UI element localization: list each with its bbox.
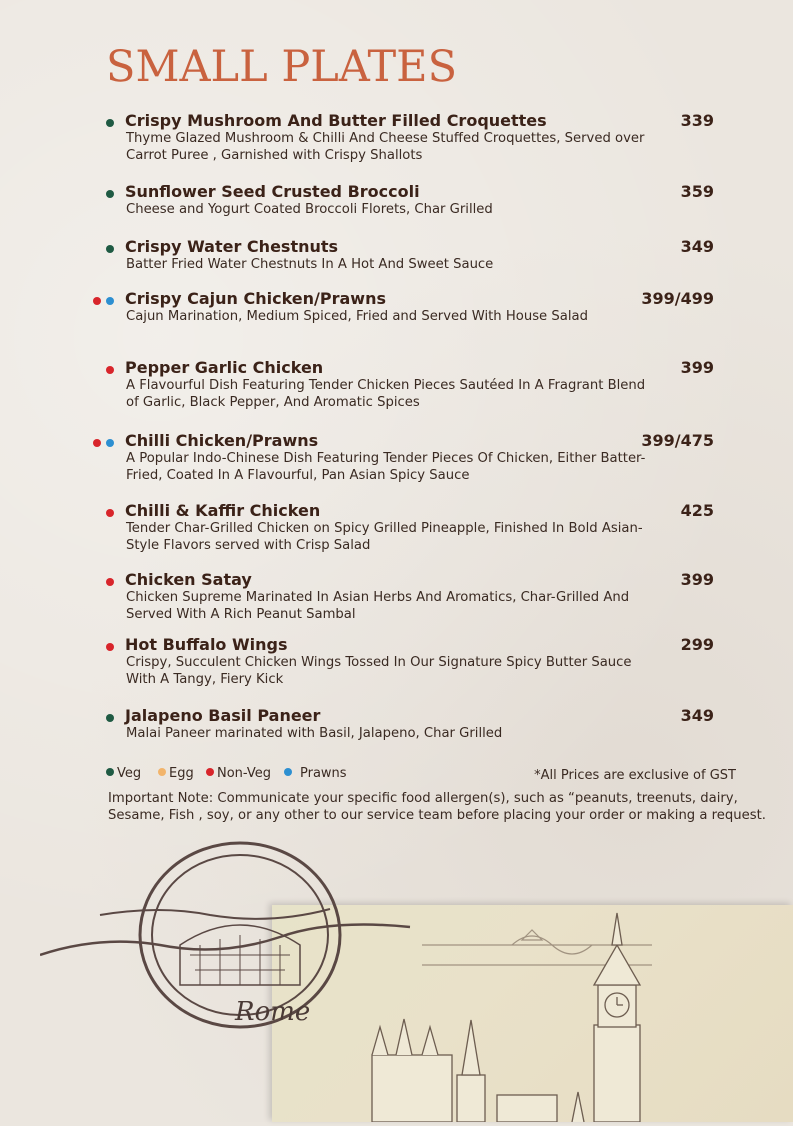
legend-veg-label: Veg <box>117 766 142 781</box>
menu-item-description: Thyme Glazed Mushroom & Chilli And Cheese Stuffed Croquettes, Served over Carrot Puree , Garnished with Crispy Shallots <box>126 131 645 163</box>
nonveg-dot-icon <box>106 643 114 651</box>
legend-veg <box>106 766 141 781</box>
legend-egg-label: Egg <box>169 766 194 781</box>
menu-item-price: 399/475 <box>641 431 714 450</box>
gst-note: *All Prices are exclusive of GST <box>534 768 736 783</box>
legend-nonveg-label: Non-Veg <box>217 766 271 781</box>
menu-item-name: Sunflower Seed Crusted Broccoli <box>125 182 420 201</box>
menu-item-description: Cajun Marination, Medium Spiced, Fried and Served With House Salad <box>126 309 588 324</box>
nonveg-dot-icon <box>206 768 214 776</box>
prawns-dot-icon <box>106 439 114 447</box>
nonveg-dot-icon <box>106 509 114 517</box>
diet-legend <box>106 766 766 786</box>
menu-item-price: 399 <box>680 570 714 589</box>
menu-item-price: 339 <box>680 111 714 130</box>
menu-item-name: Crispy Mushroom And Butter Filled Croquettes <box>125 111 547 130</box>
menu-item-name: Hot Buffalo Wings <box>125 635 288 654</box>
prawns-dot-icon <box>284 768 292 776</box>
prawns-dot-icon <box>106 297 114 305</box>
menu-item-name: Chicken Satay <box>125 570 252 589</box>
egg-dot-icon <box>158 768 166 776</box>
menu-item-name: Chilli & Kaffir Chicken <box>125 501 321 520</box>
menu-item-name: Jalapeno Basil Paneer <box>125 706 321 725</box>
veg-dot-icon <box>106 119 114 127</box>
menu-item-price: 349 <box>680 237 714 256</box>
nonveg-dot-icon <box>106 366 114 374</box>
veg-dot-icon <box>106 768 114 776</box>
menu-item-name: Crispy Water Chestnuts <box>125 237 339 256</box>
menu-item-price: 359 <box>680 182 714 201</box>
veg-dot-icon <box>106 245 114 253</box>
menu-item-name: Chilli Chicken/Prawns <box>125 431 319 450</box>
menu-item-price: 425 <box>680 501 714 520</box>
legend-prawns <box>284 766 347 781</box>
allergen-note: Important Note: Communicate your specific food allergen(s), such as “peanuts, treenuts, dairy, Sesame, Fish , soy, or any other to our service team before placing your order or making a request. <box>108 791 766 823</box>
menu-item-price: 399 <box>680 358 714 377</box>
nonveg-dot-icon <box>93 297 101 305</box>
legend-prawns-label: Prawns <box>300 766 347 781</box>
veg-dot-icon <box>106 714 114 722</box>
menu-item-description: A Popular Indo-Chinese Dish Featuring Tender Pieces Of Chicken, Either Batter-Fried, Coated In A Flavourful, Pan Asian Spicy Sauce <box>126 451 646 483</box>
legend-egg <box>158 766 194 781</box>
nonveg-dot-icon <box>106 578 114 586</box>
menu-item-name: Crispy Cajun Chicken/Prawns <box>125 289 386 308</box>
menu-item-description: Crispy, Succulent Chicken Wings Tossed In Our Signature Spicy Butter Sauce With A Tangy, Fiery Kick <box>126 655 632 687</box>
page-title: SMALL PLATES <box>106 42 458 92</box>
stamp-label: Rome <box>235 997 311 1027</box>
menu-item-description: Tender Char-Grilled Chicken on Spicy Grilled Pineapple, Finished In Bold Asian-Style Flavors served with Crisp Salad <box>126 521 643 553</box>
menu-item-description: Cheese and Yogurt Coated Broccoli Florets, Char Grilled <box>126 202 493 217</box>
rome-stamp-illustration <box>40 835 420 1035</box>
menu-item-price: 399/499 <box>641 289 714 308</box>
menu-item-price: 299 <box>680 635 714 654</box>
menu-item-description: Chicken Supreme Marinated In Asian Herbs And Aromatics, Char-Grilled And Served With A Rich Peanut Sambal <box>126 590 630 622</box>
menu-item-description: Batter Fried Water Chestnuts In A Hot And Sweet Sauce <box>126 257 494 272</box>
menu-item-description: Malai Paneer marinated with Basil, Jalapeno, Char Grilled <box>126 726 503 741</box>
veg-dot-icon <box>106 190 114 198</box>
menu-item-name: Pepper Garlic Chicken <box>125 358 324 377</box>
menu-item-description: A Flavourful Dish Featuring Tender Chicken Pieces Sautéed In A Fragrant Blend of Garlic, Black Pepper, And Aromatic Spices <box>126 378 646 410</box>
legend-nonveg <box>206 766 271 781</box>
menu-item-price: 349 <box>680 706 714 725</box>
nonveg-dot-icon <box>93 439 101 447</box>
